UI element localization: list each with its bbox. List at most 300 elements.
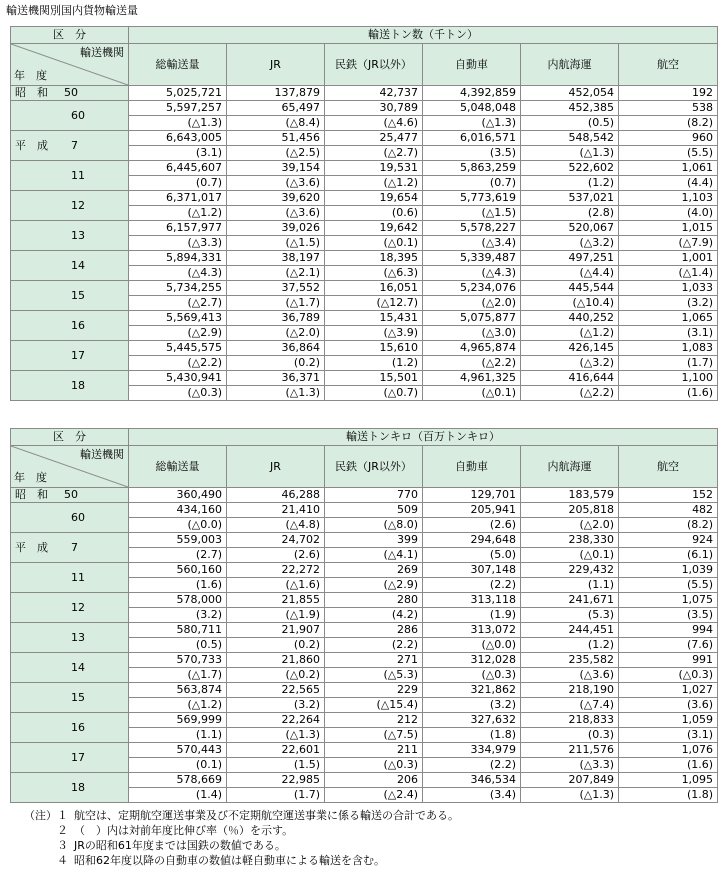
note-item [20, 853, 459, 868]
rate-cell: (3.5) [423, 146, 521, 161]
note-label: （注）１ [24, 809, 68, 822]
note-item [20, 823, 459, 838]
rate-cell: (△3.3) [521, 758, 619, 773]
table-row [11, 773, 718, 788]
era-label: 平 成 [15, 138, 48, 152]
value-cell: 5,430,941 [129, 371, 227, 386]
tonkilo-rows [11, 488, 718, 803]
year-label: 12 [71, 600, 85, 614]
value-cell: 19,642 [325, 221, 423, 236]
value-cell: 183,579 [521, 488, 619, 503]
rate-cell: (1.9) [423, 608, 521, 623]
rate-cell: (△1.3) [423, 116, 521, 131]
rate-cell: (8.2) [619, 518, 718, 533]
year-label: 14 [71, 258, 85, 272]
year-cell [11, 503, 129, 533]
rate-cell: (2.6) [227, 548, 325, 563]
note-label: ２ [57, 824, 68, 837]
value-cell: 206 [325, 773, 423, 788]
value-cell: 924 [619, 533, 718, 548]
value-cell: 271 [325, 653, 423, 668]
rate-cell: (1.1) [129, 728, 227, 743]
value-cell: 36,789 [227, 311, 325, 326]
value-cell: 4,965,874 [423, 341, 521, 356]
rate-cell: (△4.8) [227, 518, 325, 533]
rate-cell: (8.2) [619, 116, 718, 131]
rate-cell: (△7.4) [521, 698, 619, 713]
rate-cell: (3.1) [129, 146, 227, 161]
rate-cell: (5.0) [423, 548, 521, 563]
value-cell: 538 [619, 101, 718, 116]
value-cell: 578,000 [129, 593, 227, 608]
value-cell: 520,067 [521, 221, 619, 236]
year-cell [11, 311, 129, 341]
rate-cell: (△2.2) [129, 356, 227, 371]
value-cell: 30,789 [325, 101, 423, 116]
rate-cell: (△2.1) [227, 266, 325, 281]
value-cell: 346,534 [423, 773, 521, 788]
rate-cell: (3.2) [129, 608, 227, 623]
value-cell: 238,330 [521, 533, 619, 548]
value-cell: 482 [619, 503, 718, 518]
rate-cell: (5.5) [619, 146, 718, 161]
value-cell: 5,569,413 [129, 311, 227, 326]
rate-cell: (△0.3) [423, 668, 521, 683]
value-cell: 25,477 [325, 131, 423, 146]
col-air: 航空 [619, 446, 718, 488]
value-cell: 578,669 [129, 773, 227, 788]
rate-cell: (0.6) [325, 206, 423, 221]
rate-cell: (△1.4) [619, 266, 718, 281]
value-cell: 416,644 [521, 371, 619, 386]
value-cell: 15,610 [325, 341, 423, 356]
rate-cell: (3.2) [619, 296, 718, 311]
value-cell: 563,874 [129, 683, 227, 698]
value-cell: 244,451 [521, 623, 619, 638]
value-cell: 1,095 [619, 773, 718, 788]
rate-cell: (0.7) [129, 176, 227, 191]
col-auto: 自動車 [423, 446, 521, 488]
rate-cell: (△1.2) [521, 326, 619, 341]
rate-cell: (5.5) [619, 578, 718, 593]
table-row [11, 161, 718, 176]
value-cell: 38,197 [227, 251, 325, 266]
note-item [20, 808, 459, 823]
value-cell: 6,445,607 [129, 161, 227, 176]
rate-cell: (△1.5) [423, 206, 521, 221]
nendo-label: 年 度 [14, 69, 47, 82]
value-cell: 1,001 [619, 251, 718, 266]
rate-cell: (1.8) [619, 788, 718, 803]
rate-cell: (3.4) [423, 788, 521, 803]
rate-cell: (△2.9) [129, 326, 227, 341]
rate-cell: (△4.1) [325, 548, 423, 563]
rate-cell: (1.2) [325, 356, 423, 371]
rate-cell: (0.7) [423, 176, 521, 191]
rate-cell: (△0.3) [129, 386, 227, 401]
rate-cell: (3.1) [619, 728, 718, 743]
value-cell: 6,157,977 [129, 221, 227, 236]
rate-cell: (2.7) [129, 548, 227, 563]
year-cell [11, 131, 129, 161]
rate-cell: (6.1) [619, 548, 718, 563]
value-cell: 22,985 [227, 773, 325, 788]
year-label: 17 [71, 348, 85, 362]
rate-cell: (3.1) [619, 326, 718, 341]
year-label: 18 [71, 378, 85, 392]
value-cell: 327,632 [423, 713, 521, 728]
rate-cell: (1.2) [521, 176, 619, 191]
value-cell: 5,048,048 [423, 101, 521, 116]
rate-cell: (△0.1) [325, 236, 423, 251]
rate-cell: (1.6) [619, 386, 718, 401]
value-cell: 5,863,259 [423, 161, 521, 176]
table-row [11, 131, 718, 146]
value-cell: 321,862 [423, 683, 521, 698]
rate-cell: (2.6) [423, 518, 521, 533]
rate-cell: (△2.7) [325, 146, 423, 161]
rate-cell: (△2.7) [129, 296, 227, 311]
rate-cell: (3.5) [619, 608, 718, 623]
table-row [11, 488, 718, 503]
value-cell: 426,145 [521, 341, 619, 356]
value-cell: 18,395 [325, 251, 423, 266]
year-label: 7 [71, 540, 78, 554]
rate-cell: (4.0) [619, 206, 718, 221]
value-cell: 4,961,325 [423, 371, 521, 386]
kikan-label: 輸送機関 [80, 448, 124, 461]
rate-cell: (1.2) [521, 638, 619, 653]
note-text: （ ）内は対前年度比伸び率（％）を示す。 [74, 824, 294, 837]
rate-cell: (△3.0) [423, 326, 521, 341]
value-cell: 205,818 [521, 503, 619, 518]
value-cell: 5,734,255 [129, 281, 227, 296]
year-label: 14 [71, 660, 85, 674]
rate-cell: (2.8) [521, 206, 619, 221]
value-cell: 313,072 [423, 623, 521, 638]
value-cell: 509 [325, 503, 423, 518]
diagonal-header-cell [11, 44, 129, 86]
table-row [11, 251, 718, 266]
value-cell: 5,234,076 [423, 281, 521, 296]
year-label: 60 [71, 510, 85, 524]
table-row [11, 653, 718, 668]
table-row [11, 221, 718, 236]
table-row [11, 101, 718, 116]
note-text: 航空は、定期航空運送事業及び不定期航空運送事業に係る輸送の合計である。 [74, 809, 459, 822]
rate-cell: (△2.0) [423, 296, 521, 311]
value-cell: 5,445,575 [129, 341, 227, 356]
table-row [11, 623, 718, 638]
rate-cell: (1.5) [227, 758, 325, 773]
tonnage-rows [11, 86, 718, 401]
year-label: 7 [71, 138, 78, 152]
year-cell [11, 341, 129, 371]
nendo-label: 年 度 [14, 471, 47, 484]
year-cell [11, 533, 129, 563]
year-label: 13 [71, 228, 85, 242]
rate-cell: (0.2) [227, 638, 325, 653]
value-cell: 770 [325, 488, 423, 503]
diagonal-header-cell [11, 446, 129, 488]
rate-cell: (4.4) [619, 176, 718, 191]
value-cell: 235,582 [521, 653, 619, 668]
rate-cell: (△0.0) [423, 638, 521, 653]
value-cell: 211 [325, 743, 423, 758]
rate-cell: (△1.2) [325, 176, 423, 191]
value-cell: 280 [325, 593, 423, 608]
value-cell: 21,860 [227, 653, 325, 668]
rate-cell: (△0.2) [227, 668, 325, 683]
year-label: 18 [71, 780, 85, 794]
table-row [11, 371, 718, 386]
value-cell: 241,671 [521, 593, 619, 608]
table-row [11, 743, 718, 758]
value-cell: 129,701 [423, 488, 521, 503]
value-cell: 1,076 [619, 743, 718, 758]
rate-cell: (△6.3) [325, 266, 423, 281]
rate-cell: (4.2) [325, 608, 423, 623]
rate-cell: (1.4) [129, 788, 227, 803]
value-cell: 15,501 [325, 371, 423, 386]
rate-cell: (△4.4) [521, 266, 619, 281]
rate-cell: (△5.3) [325, 668, 423, 683]
rate-cell: (△2.0) [227, 326, 325, 341]
note-text: 昭和62年度以降の自動車の数値は軽自動車による輸送を含む。 [74, 854, 385, 867]
value-cell: 1,015 [619, 221, 718, 236]
rate-cell: (△2.0) [521, 518, 619, 533]
rate-cell: (△1.7) [227, 296, 325, 311]
rate-cell: (△3.4) [423, 236, 521, 251]
note-label: ３ [57, 839, 68, 852]
value-cell: 46,288 [227, 488, 325, 503]
rate-cell: (△1.3) [521, 146, 619, 161]
rate-cell: (△0.3) [325, 758, 423, 773]
value-cell: 991 [619, 653, 718, 668]
value-cell: 269 [325, 563, 423, 578]
year-label: 17 [71, 750, 85, 764]
value-cell: 205,941 [423, 503, 521, 518]
value-cell: 360,490 [129, 488, 227, 503]
value-cell: 218,190 [521, 683, 619, 698]
value-cell: 229 [325, 683, 423, 698]
year-label: 50 [64, 488, 78, 501]
rate-cell: (△3.6) [227, 176, 325, 191]
table-row [11, 563, 718, 578]
value-cell: 16,051 [325, 281, 423, 296]
year-cell [11, 743, 129, 773]
value-cell: 5,597,257 [129, 101, 227, 116]
rate-cell: (△1.3) [227, 386, 325, 401]
rate-cell: (1.7) [227, 788, 325, 803]
rate-cell: (△7.9) [619, 236, 718, 251]
year-label: 60 [71, 108, 85, 122]
rate-cell: (△10.4) [521, 296, 619, 311]
rate-cell: (3.6) [619, 698, 718, 713]
value-cell: 1,061 [619, 161, 718, 176]
value-cell: 1,039 [619, 563, 718, 578]
rate-cell: (△3.9) [325, 326, 423, 341]
rate-cell: (2.2) [325, 638, 423, 653]
note-text: JRの昭和61年度までは国鉄の数値である。 [74, 839, 286, 852]
value-cell: 4,392,859 [423, 86, 521, 101]
value-cell: 207,849 [521, 773, 619, 788]
year-label: 50 [64, 86, 78, 99]
notes [20, 808, 459, 868]
kubun-header: 区 分 [11, 27, 129, 44]
value-cell: 21,855 [227, 593, 325, 608]
value-cell: 312,028 [423, 653, 521, 668]
value-cell: 5,773,619 [423, 191, 521, 206]
year-cell [11, 623, 129, 653]
value-cell: 960 [619, 131, 718, 146]
value-cell: 6,016,571 [423, 131, 521, 146]
col-private-rail: 民鉄（JR以外） [325, 446, 423, 488]
rate-cell: (△1.9) [227, 608, 325, 623]
col-total: 総輸送量 [129, 446, 227, 488]
rate-cell: (△8.0) [325, 518, 423, 533]
year-cell [11, 161, 129, 191]
rate-cell: (3.2) [423, 698, 521, 713]
col-air: 航空 [619, 44, 718, 86]
value-cell: 5,025,721 [129, 86, 227, 101]
table-row [11, 533, 718, 548]
value-cell: 286 [325, 623, 423, 638]
rate-cell: (3.2) [227, 698, 325, 713]
tonnage-group-header: 輸送トン数（千トン） [129, 27, 718, 44]
col-coastal: 内航海運 [521, 44, 619, 86]
value-cell: 22,272 [227, 563, 325, 578]
value-cell: 445,544 [521, 281, 619, 296]
year-cell [11, 101, 129, 131]
value-cell: 5,339,487 [423, 251, 521, 266]
page-title: 輸送機関別国内貨物輸送量 [6, 4, 138, 17]
rate-cell: (△2.9) [325, 578, 423, 593]
rate-cell: (△1.3) [227, 728, 325, 743]
rate-cell: (△0.3) [619, 668, 718, 683]
value-cell: 294,648 [423, 533, 521, 548]
era-label: 昭 和 [15, 488, 48, 501]
value-cell: 39,620 [227, 191, 325, 206]
rate-cell: (△4.3) [423, 266, 521, 281]
rate-cell: (△4.6) [325, 116, 423, 131]
year-cell [11, 251, 129, 281]
value-cell: 229,432 [521, 563, 619, 578]
rate-cell: (0.1) [129, 758, 227, 773]
rate-cell: (△3.3) [129, 236, 227, 251]
rate-cell: (2.2) [423, 578, 521, 593]
rate-cell: (△1.2) [129, 698, 227, 713]
note-label: ４ [57, 854, 68, 867]
rate-cell: (△3.2) [521, 356, 619, 371]
rate-cell: (△3.6) [521, 668, 619, 683]
value-cell: 39,154 [227, 161, 325, 176]
value-cell: 994 [619, 623, 718, 638]
value-cell: 37,552 [227, 281, 325, 296]
value-cell: 24,702 [227, 533, 325, 548]
value-cell: 1,083 [619, 341, 718, 356]
year-label: 11 [71, 168, 85, 182]
value-cell: 21,907 [227, 623, 325, 638]
value-cell: 307,148 [423, 563, 521, 578]
year-label: 16 [71, 318, 85, 332]
col-auto: 自動車 [423, 44, 521, 86]
year-label: 16 [71, 720, 85, 734]
value-cell: 137,879 [227, 86, 325, 101]
rate-cell: (△2.2) [423, 356, 521, 371]
value-cell: 5,894,331 [129, 251, 227, 266]
year-cell [11, 221, 129, 251]
rate-cell: (△3.2) [521, 236, 619, 251]
value-cell: 580,711 [129, 623, 227, 638]
value-cell: 1,059 [619, 713, 718, 728]
rate-cell: (△8.4) [227, 116, 325, 131]
value-cell: 212 [325, 713, 423, 728]
value-cell: 452,054 [521, 86, 619, 101]
col-private-rail: 民鉄（JR以外） [325, 44, 423, 86]
value-cell: 434,160 [129, 503, 227, 518]
value-cell: 399 [325, 533, 423, 548]
rate-cell: (△0.0) [129, 518, 227, 533]
col-jr: JR [227, 446, 325, 488]
year-cell [11, 713, 129, 743]
value-cell: 548,542 [521, 131, 619, 146]
tonnage-table [10, 26, 718, 401]
value-cell: 36,371 [227, 371, 325, 386]
value-cell: 152 [619, 488, 718, 503]
rate-cell: (△2.2) [521, 386, 619, 401]
value-cell: 22,264 [227, 713, 325, 728]
table-row [11, 713, 718, 728]
rate-cell: (2.2) [423, 758, 521, 773]
table-row [11, 593, 718, 608]
year-cell [11, 773, 129, 803]
rate-cell: (△1.5) [227, 236, 325, 251]
year-cell [11, 281, 129, 311]
year-cell [11, 191, 129, 221]
value-cell: 218,833 [521, 713, 619, 728]
value-cell: 1,033 [619, 281, 718, 296]
value-cell: 313,118 [423, 593, 521, 608]
value-cell: 1,065 [619, 311, 718, 326]
value-cell: 22,601 [227, 743, 325, 758]
value-cell: 5,075,877 [423, 311, 521, 326]
table-row [11, 683, 718, 698]
table-row [11, 86, 718, 101]
rate-cell: (1.1) [521, 578, 619, 593]
table-row [11, 191, 718, 206]
rate-cell: (△1.6) [227, 578, 325, 593]
col-total: 総輸送量 [129, 44, 227, 86]
col-jr: JR [227, 44, 325, 86]
rate-cell: (△2.4) [325, 788, 423, 803]
rate-cell: (△12.7) [325, 296, 423, 311]
year-label: 13 [71, 630, 85, 644]
year-label: 11 [71, 570, 85, 584]
rate-cell: (1.7) [619, 356, 718, 371]
year-label: 15 [71, 690, 85, 704]
year-cell [11, 86, 129, 101]
value-cell: 15,431 [325, 311, 423, 326]
value-cell: 192 [619, 86, 718, 101]
value-cell: 65,497 [227, 101, 325, 116]
note-item [20, 838, 459, 853]
rate-cell: (△1.2) [129, 206, 227, 221]
rate-cell: (1.8) [423, 728, 521, 743]
table-row [11, 341, 718, 356]
rate-cell: (△0.7) [325, 386, 423, 401]
rate-cell: (1.6) [129, 578, 227, 593]
